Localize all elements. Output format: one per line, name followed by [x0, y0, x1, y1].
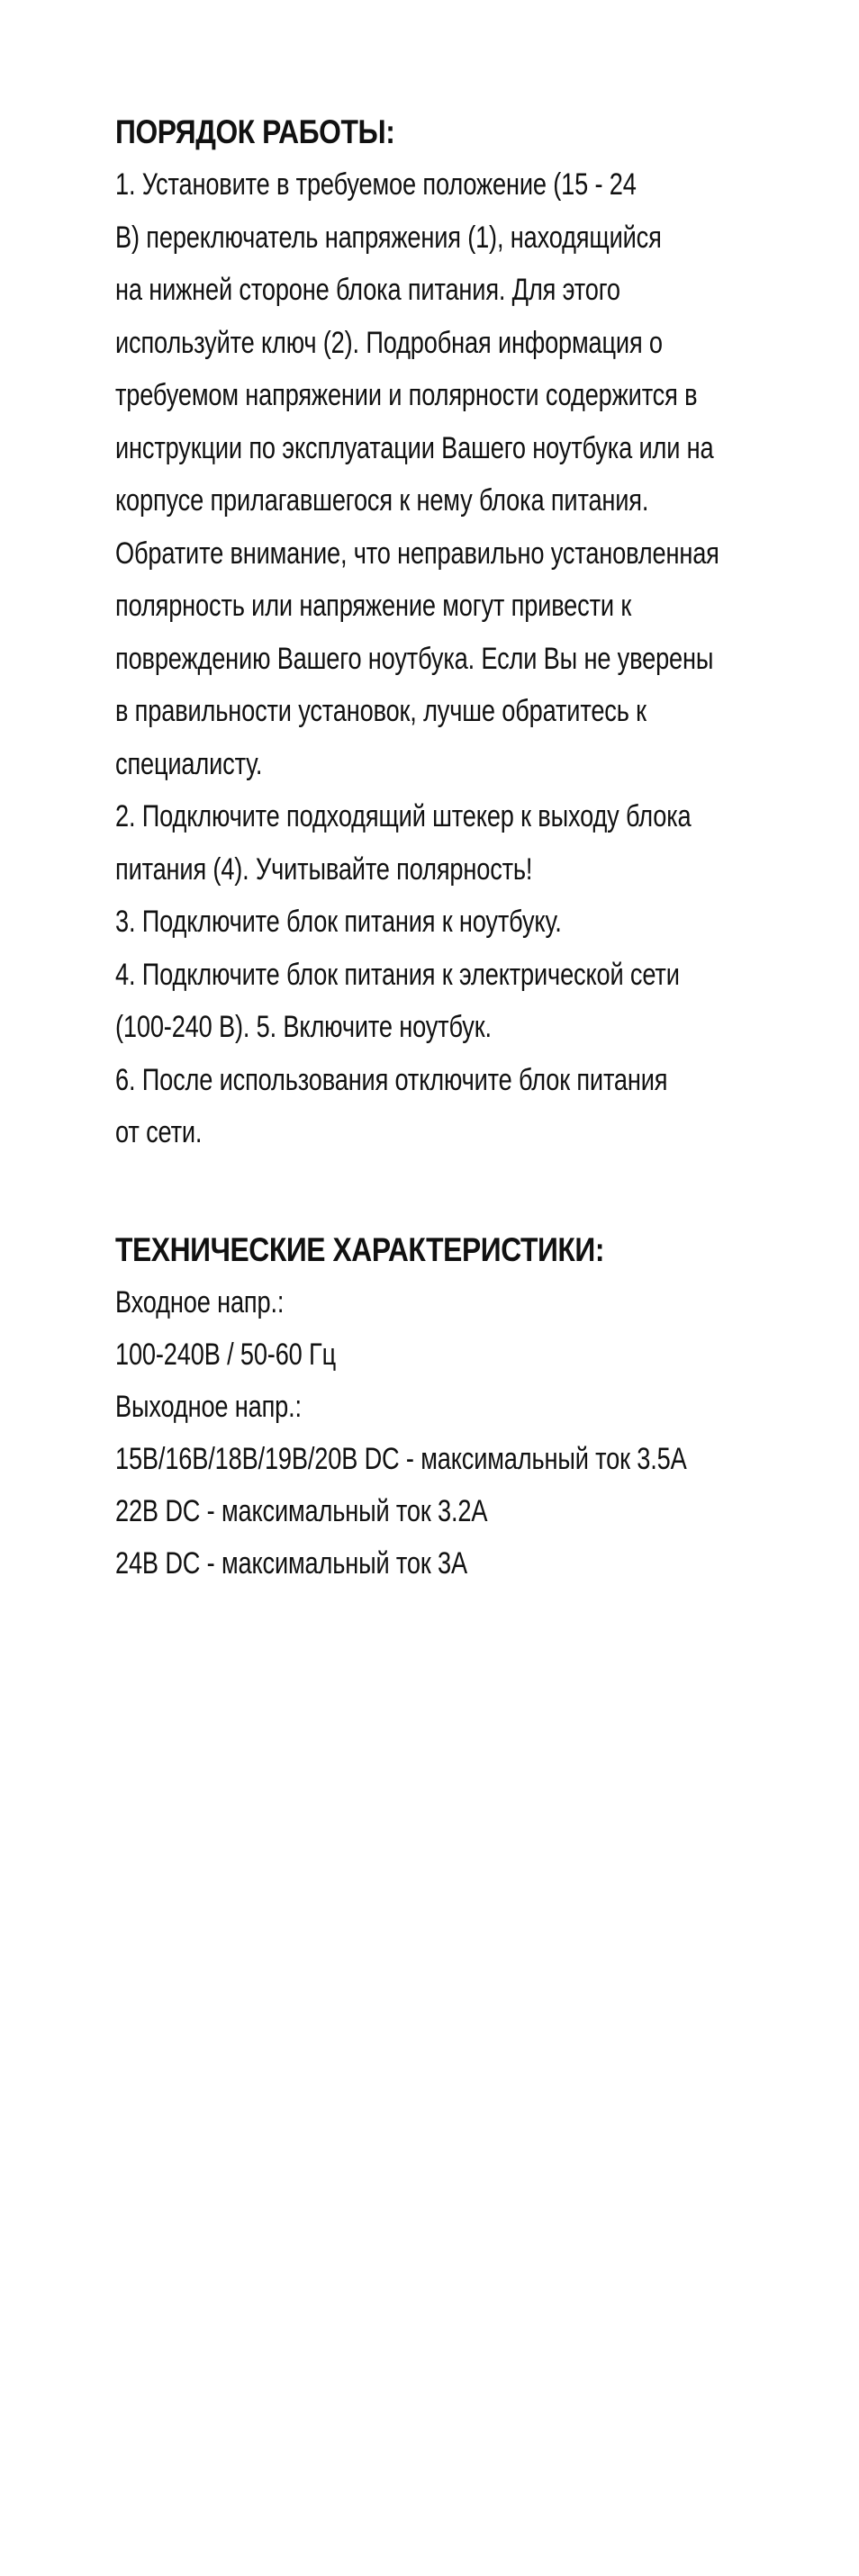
operation-line: полярность или напряжение могут привести к [115, 589, 632, 623]
operation-text [115, 158, 764, 1159]
spec-line: 15В/16В/18В/19В/20В DC - максимальный ток 3.5А [115, 1441, 687, 1476]
operation-title: ПОРЯДОК РАБОТЫ: [115, 113, 395, 150]
operation-line: в правильности установок, лучше обратитесь к [115, 694, 647, 728]
operation-line: 6. После использования отключите блок питания [115, 1062, 668, 1097]
operation-line: требуемом напряжении и полярности содержится в [115, 378, 698, 412]
operation-section [115, 106, 764, 1159]
specs-title: ТЕХНИЧЕСКИЕ ХАРАКТЕРИСТИКИ: [115, 1230, 605, 1268]
spec-line: 24В DC - максимальный ток 3А [115, 1545, 467, 1581]
operation-line: 2. Подключите подходящий штекер к выходу блока [115, 799, 692, 833]
operation-line: от сети. [115, 1115, 203, 1149]
operation-line: на нижней стороне блока питания. Для этого [115, 273, 620, 307]
operation-line: 3. Подключите блок питания к ноутбуку. [115, 905, 562, 939]
spec-line: Выходное напр.: [115, 1389, 302, 1424]
operation-line: В) переключатель напряжения (1), находящийся [115, 220, 662, 255]
specs-text [115, 1276, 764, 1590]
operation-line: повреждению Вашего ноутбука. Если Вы не уверены [115, 641, 714, 676]
specs-section [115, 1224, 764, 1590]
instruction-page [115, 106, 764, 1590]
operation-line: 4. Подключите блок питания к электрической сети [115, 957, 680, 992]
spec-line: Входное напр.: [115, 1284, 285, 1320]
operation-line: специалисту. [115, 746, 263, 781]
operation-line: инструкции по эксплуатации Вашего ноутбука или на [115, 430, 714, 465]
spec-line: 22В DC - максимальный ток 3.2А [115, 1493, 488, 1528]
operation-line: корпусе прилагавшегося к нему блока питания. [115, 483, 649, 518]
spec-line: 100-240В / 50-60 Гц [115, 1337, 337, 1372]
operation-line: 1. Установите в требуемое положение (15 - 24 [115, 167, 637, 202]
operation-line: (100-240 В). 5. Включите ноутбук. [115, 1010, 492, 1044]
operation-line: используйте ключ (2). Подробная информация о [115, 325, 663, 360]
operation-line: питания (4). Учитывайте полярность! [115, 851, 533, 887]
operation-line: Обратите внимание, что неправильно установленная [115, 536, 719, 571]
